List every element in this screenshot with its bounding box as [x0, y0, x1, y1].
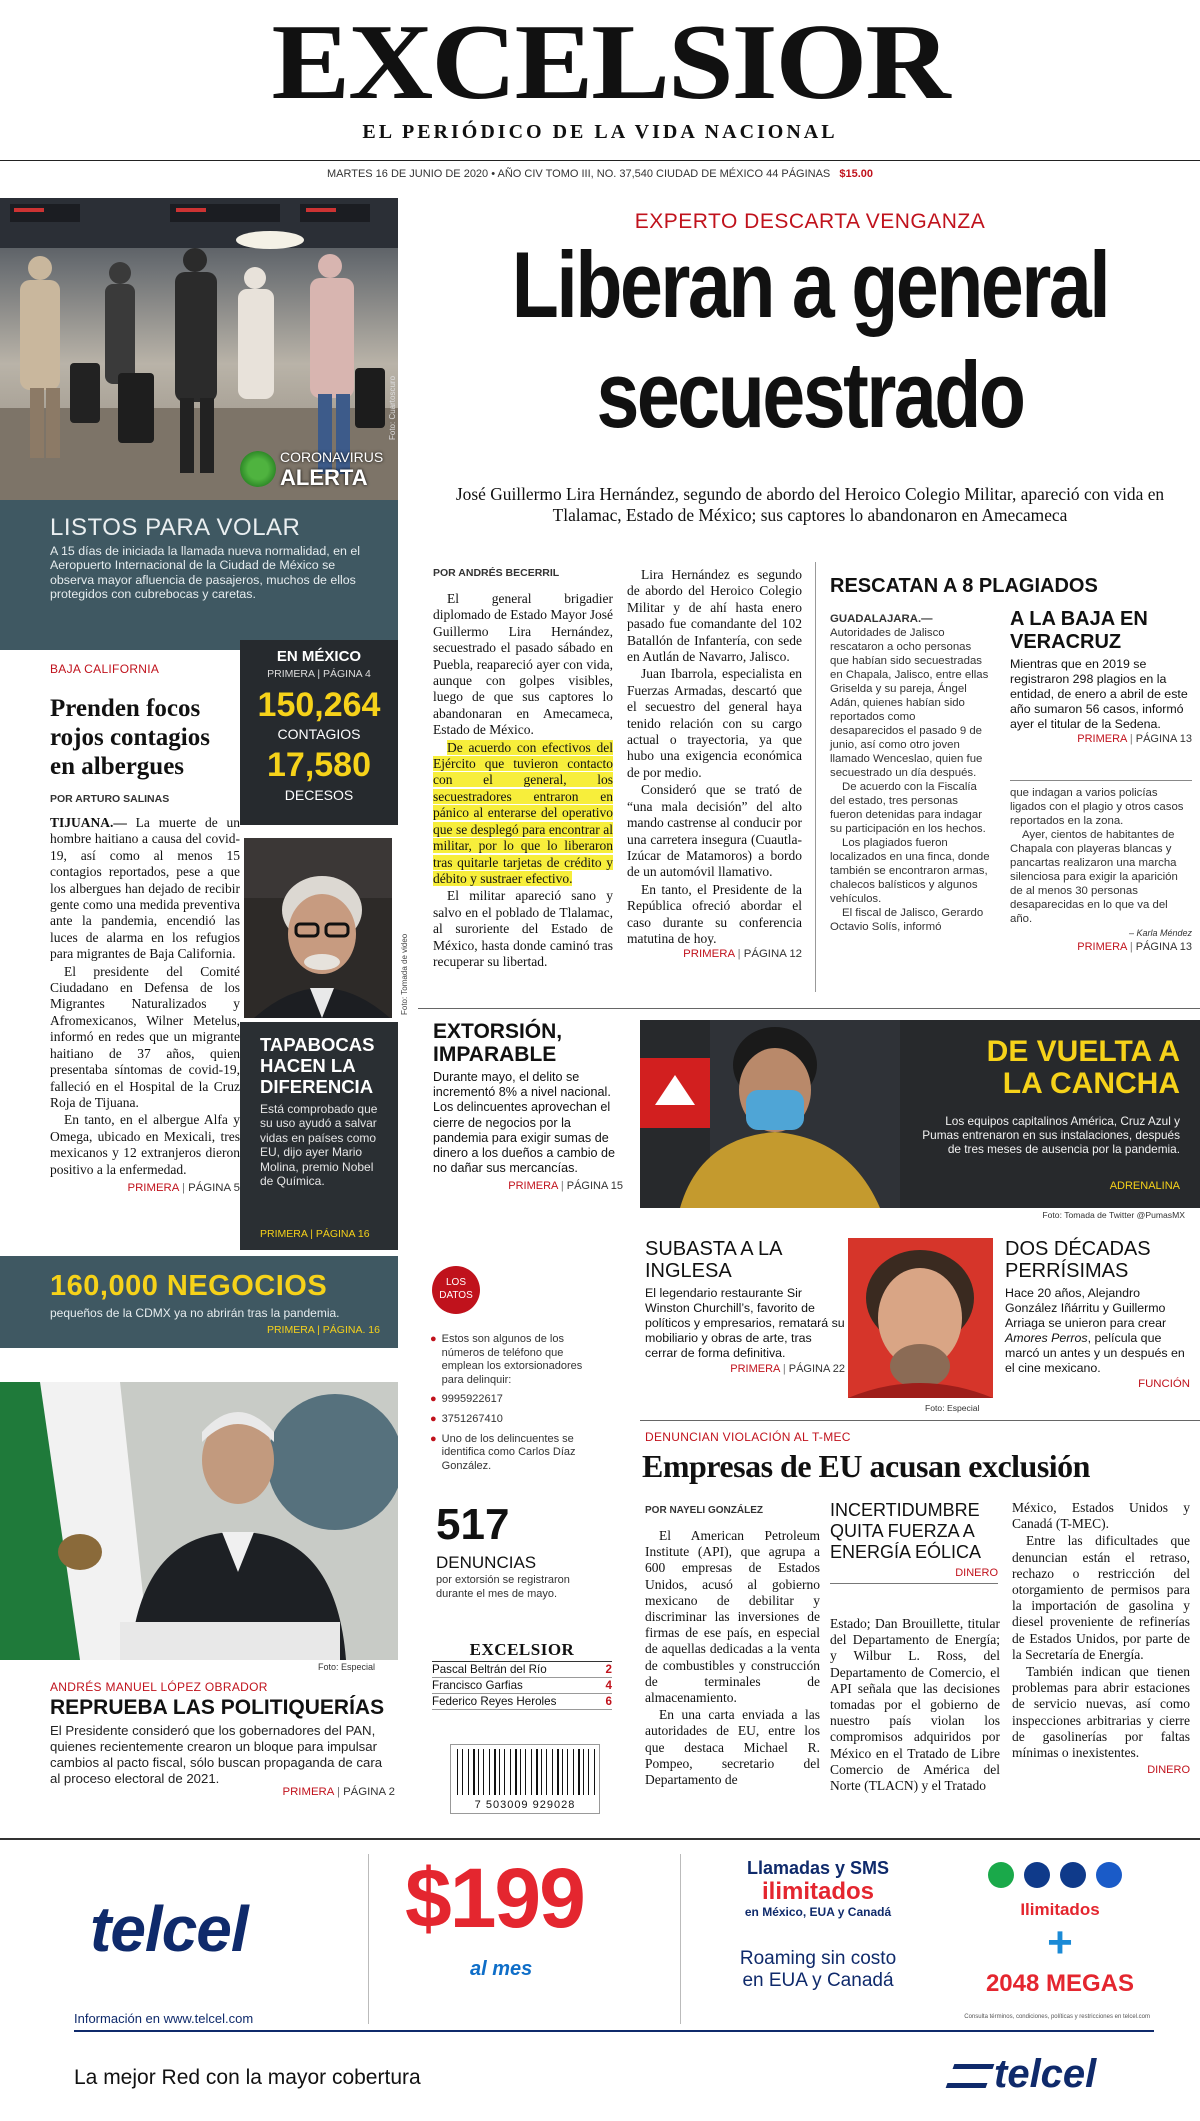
- columnist-row[interactable]: [432, 1662, 612, 1678]
- amlo-story[interactable]: [50, 1680, 395, 1798]
- negocios-ref[interactable]: PRIMERA | PÁGINA. 16: [266, 1324, 380, 1336]
- contagios-number: 150,264: [257, 686, 381, 724]
- masthead-rule: [0, 160, 1200, 161]
- rescatan-dateline: GUADALAJARA.—: [830, 613, 933, 625]
- lead-p7: En tanto, el Presidente de la República ofreció abordar el caso durante su conferencia matutina de hoy.: [627, 881, 802, 946]
- lead-bottom-rule: [418, 1008, 1200, 1009]
- decesos-label: DECESOS: [284, 787, 354, 803]
- veracruz-ref[interactable]: PRIMERA | PÁGINA 13: [1077, 733, 1192, 745]
- coronavirus-tag[interactable]: [240, 445, 400, 495]
- mexico-stats-box[interactable]: [240, 640, 398, 825]
- veracruz-box[interactable]: [1010, 608, 1192, 745]
- telcel-mark-icon: [946, 2064, 995, 2088]
- baja-ref[interactable]: PRIMERA | PÁGINA 5: [127, 1181, 240, 1194]
- perros-title: DOS DÉCADAS PERRÍSIMAS: [1005, 1238, 1151, 1282]
- denuncias-label: DENUNCIAS: [436, 1553, 537, 1572]
- ad-roam-2: en EUA y Canadá: [742, 1970, 894, 1991]
- ad-calls-3: en México, EUA y Canadá: [744, 1905, 892, 1919]
- lead-ref[interactable]: PRIMERA | PÁGINA 12: [683, 948, 802, 961]
- lead-headline-2[interactable]: secuestrado: [596, 342, 1024, 447]
- barcode-bar: [478, 1749, 479, 1795]
- lead-kicker: EXPERTO DESCARTA VENGANZA: [634, 210, 986, 233]
- amlo-photo-credit: Foto: Especial: [318, 1662, 376, 1672]
- extorsion-ref[interactable]: PRIMERA | PÁGINA 15: [508, 1180, 623, 1193]
- ad-calls-2: ilimitados: [761, 1878, 875, 1905]
- tmec-p1: El American Petroleum Institute (API), que agrupa a 600 empresas de Estados Unidos, acusó al gobierno mexicano de debilitar y discriminar las inversiones de firmas de ese país, en especial de aquellas dedicadas a la venta de combustibles y construcción de terminales de almacenamiento.: [645, 1528, 820, 1706]
- inarritu-photo: [848, 1238, 993, 1398]
- ad-roam-1: Roaming sin costo: [739, 1948, 897, 1969]
- columnist-page: 6: [605, 1695, 612, 1708]
- amlo-headline: REPRUEBA LAS POLITIQUERÍAS: [50, 1696, 385, 1719]
- datos-item: ● Estos son algunos de los números de teléfono que emplean los extorsionadores para delinquir:: [430, 1333, 583, 1386]
- stats-title: EN MÉXICO: [276, 648, 362, 665]
- price: $15.00: [839, 168, 873, 180]
- columnists-box[interactable]: [432, 1640, 612, 1710]
- rescatan-col-2: [1010, 786, 1192, 954]
- baja-p1: La muerte de un hombre haitiano a causa del covid-19, así como al menos 15 contagios reportados, pese a que los albergues han dejado de recibir gente como una medida preventiva ante la pandemia, encendió las luces de alarma en los refugios para migrantes de Baja California.: [50, 815, 240, 962]
- badge-line-2: DATOS: [439, 1290, 473, 1301]
- tmec-kicker: DENUNCIAN VIOLACIÓN AL T-MEC: [645, 1430, 851, 1444]
- cancha-title-2: LA CANCHA: [1002, 1067, 1180, 1100]
- badge-line-1: LOS: [445, 1277, 466, 1288]
- tmec-col-3: [1012, 1500, 1190, 1779]
- ad-info[interactable]: Información en www.telcel.com: [74, 2011, 254, 2026]
- tmec-top-rule: [640, 1420, 1200, 1421]
- telcel-logo[interactable]: telcel: [90, 1893, 248, 1965]
- telcel-ad[interactable]: [0, 1840, 1200, 2121]
- listos-text: A 15 días de iniciada la llamada nueva normalidad, en el Aeropuerto Internacional de la Ciudad de México se observa mayor afluencia de pasajeros, muchos de ellos protegidos con cubrebocas y caretas.: [50, 544, 360, 602]
- barcode-bar: [541, 1749, 542, 1795]
- negocios-title: 160,000 NEGOCIOS: [50, 1270, 328, 1302]
- ad-divider-1: [368, 1854, 369, 2024]
- rescatan-p1: Autoridades de Jalisco rescataron a ocho personas que habían sido secuestradas en Chapala, Jalisco, entre ellas Griselda y su pareja, Ángel Adán, quienes habían sido reportados como desaparecidos el pasado 9 de junio, así como otro joven llamado Wenceslao, quien fue secuestrado un día después.: [830, 627, 989, 779]
- barcode-bar: [546, 1749, 547, 1795]
- cancha-section[interactable]: ADRENALINA: [1109, 1180, 1180, 1192]
- lead-deck: José Guillermo Lira Hernández, segundo de abordo del Heroico Colegio Militar, apareció con vida en Tlalamac, Estado de México; sus captores lo abandonaron en Amecameca: [455, 484, 1165, 525]
- alerta-label: ALERTA: [280, 465, 368, 490]
- perros-section[interactable]: FUNCIÓN: [1138, 1378, 1190, 1390]
- baja-story[interactable]: [50, 662, 240, 1247]
- barcode-bar: [588, 1749, 589, 1795]
- barcode-bar: [468, 1749, 469, 1795]
- datos-item: ● 9995922617: [430, 1393, 503, 1406]
- baja-body: [50, 815, 240, 1178]
- barcode-bar: [536, 1749, 538, 1795]
- barcode-bar: [473, 1749, 475, 1795]
- columnist-name: Federico Reyes Heroles: [432, 1695, 557, 1708]
- subasta-story[interactable]: [645, 1238, 845, 1375]
- amlo-kicker: ANDRÉS MANUEL LÓPEZ OBRADOR: [50, 1680, 268, 1694]
- barcode-bar: [557, 1749, 559, 1795]
- lead-p5: Juan Ibarrola, especialista en Fuerzas Armadas, descartó que el secuestro del general haya tenido relación con su cargo actual o trayectoria, ya que hubo una exigencia económica de por medio.: [627, 666, 802, 780]
- tmec-headline[interactable]: Empresas de EU acusan exclusión: [642, 1448, 1090, 1484]
- rescatan-p5: que indagan a varios policías ligados con el plagio y otros casos reportados en la zona.: [1010, 787, 1184, 827]
- negocios-box[interactable]: [0, 1256, 398, 1348]
- cancha-credit: Foto: Tomada de Twitter @PumasMX: [1042, 1210, 1185, 1220]
- facebook-icon: [1060, 1862, 1086, 1888]
- tmec-p5: Entre las dificultades que denuncian están el retraso, rechazo o restricción del otorgamiento de permisos para la importación de gasolina y diesel proveniente de refinerías de Estados Unidos, por parte de la Secretaría de Energía.: [1012, 1533, 1190, 1662]
- ad-calls: [728, 1858, 908, 1919]
- ad-bottom-rule: [74, 2030, 1154, 2032]
- datos-item: ● 3751267410: [430, 1412, 503, 1425]
- amlo-text: El Presidente consideró que los gobernadores del PAN, quienes recientemente crearon un bloque para impulsar cambios al pacto fiscal, sólo buscan propaganda de cara al proceso electoral de 2021.: [50, 1723, 383, 1786]
- subasta-credit: Foto: Especial: [925, 1403, 980, 1413]
- lead-p2-highlight: De acuerdo con efectivos del Ejército que tuvieron contacto con el general, los secuestradores entraron en pánico al enterarse del operativo que se desplegó para encontrar al militar, por lo que lo liberaron tras quitarle tarjetas de crédito y débito y sustraer efectivo.: [433, 739, 613, 886]
- barcode-bar: [583, 1749, 584, 1795]
- barcode-bar: [489, 1749, 490, 1795]
- tmec-col-2: [830, 1616, 1000, 1795]
- barcode-bar: [578, 1749, 580, 1795]
- rescatan-title[interactable]: RESCATAN A 8 PLAGIADOS: [830, 575, 1098, 597]
- subasta-title: SUBASTA A LA INGLESA: [645, 1238, 782, 1282]
- extorsion-story[interactable]: [433, 1020, 623, 1192]
- decesos-number: 17,580: [267, 746, 371, 784]
- barcode-bar: [499, 1749, 500, 1795]
- ad-slogan: La mejor Red con la mayor cobertura: [74, 2066, 421, 2089]
- barcode-number: 7 503009 929028: [474, 1799, 576, 1811]
- cancha-text: Los equipos capitalinos América, Cruz Azul y Pumas entrenaron en sus instalaciones, después de tres meses de ausencia por la pandemia.: [922, 1114, 1180, 1157]
- veracruz-title: A LA BAJA EN VERACRUZ: [1010, 608, 1148, 653]
- masthead-logo[interactable]: EXCELSIOR: [271, 1, 949, 122]
- datos-item: ● Uno de los delincuentes se identifica como Carlos Díaz González.: [430, 1432, 576, 1472]
- columnist-page: 2: [605, 1663, 612, 1676]
- columnist-row[interactable]: [432, 1678, 612, 1694]
- whatsapp-icon: [988, 1862, 1014, 1888]
- barcode-bar: [462, 1749, 463, 1795]
- ad-per-month: al mes: [470, 1958, 533, 1980]
- contagios-label: CONTAGIOS: [277, 726, 361, 742]
- lead-col-2: [627, 567, 802, 960]
- columnists-logo: EXCELSIOR: [432, 1640, 612, 1662]
- perros-story[interactable]: [1005, 1238, 1190, 1390]
- dateline: [100, 168, 1100, 180]
- amlo-ref[interactable]: PRIMERA | PÁGINA 2: [282, 1786, 395, 1798]
- barcode-bar: [594, 1749, 595, 1795]
- barcode-bar: [494, 1749, 496, 1795]
- extorsion-title: EXTORSIÓN, IMPARABLE: [433, 1020, 563, 1066]
- lead-headline-1[interactable]: Liberan a general: [511, 232, 1109, 337]
- lead-col-1: [433, 567, 613, 971]
- lead-p3: El militar apareció sano y salvo en el poblado de Tlalamac, al suroriente del Estado de México, hasta donde caminó tras recuperar su libertad.: [433, 888, 613, 969]
- molina-photo: [244, 838, 392, 1018]
- barcode-bar: [552, 1749, 553, 1795]
- tapabocas-box[interactable]: [240, 1022, 398, 1250]
- tmec-col-1: [645, 1505, 820, 1789]
- tmec-p6: También indican que tienen problemas para abrir estaciones de servicio nuevas, así como inspecciones arbitrarias y cierre de gasolinerías por faltas mínimas o inexistentes.: [1012, 1664, 1190, 1761]
- rescatan-p3: Los plagiados fueron localizados en una finca, donde también se encontraron armas, chalecos balísticos y algunos vehículos.: [830, 837, 990, 905]
- cancha-title[interactable]: [940, 1036, 1180, 1100]
- tapabocas-ref[interactable]: PRIMERA | PÁGINA 16: [260, 1228, 370, 1240]
- columnist-list: [432, 1662, 612, 1710]
- barcode-bar: [515, 1749, 517, 1795]
- rescatan-p4: El fiscal de Jalisco, Gerardo Octavio Solís, informó: [830, 907, 984, 933]
- baja-p2: El presidente del Comité Ciudadano en Defensa de los Migrantes Naturalizados y Afromexicanos, Wilner Metelus, informó en redes que un migrante haitiano de 37 años, quien presentaba síntomas de covid-19, falleció en el Hospital de la Cruz Roja de Tijuana.: [50, 963, 240, 1110]
- columnist-page: 4: [605, 1679, 612, 1692]
- lead-p6: Consideró que se trató de “una mala decisión” del alto mando castrense al conducir por una carretera insegura (Cuautla-Izúcar de Matamoros) a bordo de un automóvil llamativo.: [627, 782, 802, 880]
- dateline-text: MARTES 16 DE JUNIO DE 2020 • AÑO CIV TOMO III, NO. 37,540 CIUDAD DE MÉXICO 44 PÁGINAS: [326, 168, 831, 180]
- baja-byline: POR ARTURO SALINAS: [50, 793, 170, 805]
- veracruz-text: Mientras que en 2019 se registraron 298 plagios en la entidad, de enero a abril de este año sumaron 56 casos, informó ayer el titular de la Sedena.: [1010, 657, 1188, 731]
- coronavirus-label: CORONAVIRUS: [280, 449, 384, 465]
- tmec-byline: POR NAYELI GONZÁLEZ: [645, 1505, 763, 1516]
- rescatan-sig: – Karla Méndez: [1128, 928, 1192, 938]
- barcode-bar: [567, 1749, 568, 1795]
- datos-list: [430, 1333, 605, 1473]
- barcode-bar: [525, 1749, 526, 1795]
- rescatan-ref[interactable]: PRIMERA | PÁGINA 13: [1077, 941, 1192, 953]
- denuncias-number: 517: [436, 1500, 510, 1549]
- rescatan-p6: Ayer, cientos de habitantes de Chapala con playeras blancas y pancartas realizaron una marcha silenciosa para exigir la aparición de al menos 30 personas desaparecidas en lo que va del año.: [1010, 829, 1178, 925]
- amlo-photo: [0, 1382, 398, 1660]
- masthead-tagline: EL PERIÓDICO DE LA VIDA NACIONAL: [362, 121, 838, 143]
- baja-headline: Prenden focos rojos contagios en albergues: [50, 695, 210, 780]
- rescatan-col-1: [830, 612, 990, 934]
- baja-kicker: BAJA CALIFORNIA: [50, 662, 160, 676]
- subasta-text: El legendario restaurante Sir Winston Churchill’s, favorito de políticos y empresarios, rematará su mobiliario y obras de arte, tras cerrar de forma definitiva.: [645, 1286, 845, 1360]
- rescatan-rule: [815, 562, 816, 992]
- stats-ref[interactable]: PRIMERA | PÁGINA 4: [267, 668, 371, 680]
- lead-byline: POR ANDRÉS BECERRIL: [433, 567, 560, 579]
- barcode: [450, 1744, 600, 1814]
- ad-megas: 2048 MEGAS: [985, 1970, 1135, 1997]
- ad-calls-1: Llamadas y SMS: [746, 1858, 890, 1878]
- lead-p1: El general brigadier diplomado de Estado Mayor José Guillermo Lira Hernández, secuestrado el pasado sábado en Puebla, reapareció ayer con vida, aunque con golpes visibles, luego de que sus captores lo abandonaran en Amecameca, Estado de México.: [433, 591, 613, 738]
- eolica-box[interactable]: [830, 1500, 998, 1584]
- lead-p4: Lira Hernández es segundo de abordo del Heroico Colegio Militar y de ahí hasta enero pasado fue comandante del 102 Batallón de Infantería, con sede en Autlán de Navarro, Jalisco.: [627, 567, 802, 665]
- messenger-icon: [1096, 1862, 1122, 1888]
- virus-icon: [240, 451, 276, 487]
- listos-box[interactable]: [0, 500, 398, 650]
- baja-p3: En tanto, en el albergue Alfa y Omega, ubicado en Mexicali, tres mexicanos y 12 extranjeros dieron positivo a la enfermedad.: [50, 1112, 240, 1177]
- veracruz-rule: [1010, 780, 1192, 781]
- cancha-title-1: DE VUELTA A: [986, 1035, 1180, 1068]
- baja-dateline: TIJUANA.—: [50, 815, 127, 830]
- telcel-logo-2[interactable]: [950, 2052, 1096, 2097]
- columnist-row[interactable]: [432, 1694, 612, 1710]
- telcel-wordmark: telcel: [994, 2052, 1097, 2096]
- barcode-bar: [531, 1749, 532, 1795]
- tmec-p3: Estado; Dan Brouillette, titular del Departamento de Energía; y Wilbur L. Ross, del Departamento de Comercio, el API señala que las decisiones tomadas por el gobierno de nuestro país violan los compromisos adquiridos por México en el Tratado de Libre Comercio de América del Norte (TLACN) y el Tratado: [830, 1616, 1000, 1794]
- eolica-title: INCERTIDUMBRE QUITA FUERZA A ENERGÍA EÓLICA: [830, 1500, 982, 1562]
- columnist-name: Pascal Beltrán del Río: [432, 1663, 547, 1676]
- barcode-bar: [573, 1749, 574, 1795]
- airport-photo-credit: Foto: Cuartoscuro: [388, 375, 397, 440]
- barcode-bar: [483, 1749, 484, 1795]
- twitter-icon: [1024, 1862, 1050, 1888]
- tmec-p4: México, Estados Unidos y Canadá (T-MEC).: [1012, 1500, 1190, 1532]
- perros-text: Hace 20 años, Alejandro González Iñárritu y Guillermo Arriaga se unieron para crear Amores Perros, película que marcó un antes y un después en el cine mexicano.: [1005, 1286, 1185, 1375]
- los-datos-badge: [432, 1266, 480, 1314]
- negocios-text: pequeños de la CDMX ya no abrirán tras la pandemia.: [50, 1306, 340, 1320]
- extorsion-text: Durante mayo, el delito se incrementó 8% a nivel nacional. Los delincuentes aprovechan el cierre de negocios por la pandemia para exigir sumas de dinero a los dueños a cambio de no dañar sus mercancías.: [433, 1070, 616, 1176]
- barcode-bar: [562, 1749, 563, 1795]
- ad-plus: +: [1047, 1918, 1073, 1967]
- tmec-p2: En una carta enviada a las autoridades de EU, entre los que destaca Michael R. Pompeo, secretario del Departamento de: [645, 1707, 820, 1788]
- ad-fine-print: Consulta términos, condiciones, políticas y restricciones en telcel.com: [964, 2014, 1150, 2020]
- tmec-section[interactable]: DINERO: [1147, 1764, 1190, 1777]
- denuncias-text: por extorsión se registraron durante el mes de mayo.: [436, 1574, 570, 1600]
- barcode-bar: [520, 1749, 521, 1795]
- columnist-name: Francisco Garfias: [432, 1679, 523, 1692]
- tapabocas-text: Está comprobado que su uso ayudó a salvar vidas en países como EU, dijo ayer Mario Molina, premio Nobel de Química.: [260, 1102, 378, 1189]
- ad-divider-2: [680, 1854, 681, 2024]
- social-icons: [988, 1862, 1138, 1892]
- ad-price[interactable]: $199: [405, 1851, 584, 1945]
- tapabocas-title: TAPABOCAS HACEN LA DIFERENCIA: [260, 1034, 375, 1097]
- barcode-bar: [504, 1749, 505, 1795]
- video-credit: Foto: Tomada de video: [400, 933, 409, 1015]
- eolica-section[interactable]: DINERO: [830, 1567, 998, 1584]
- ad-roaming: [728, 1948, 908, 1992]
- ad-ilimitados: Ilimitados: [1020, 1900, 1100, 1919]
- barcode-bar: [510, 1749, 511, 1795]
- subasta-ref[interactable]: PRIMERA | PÁGINA 22: [730, 1363, 845, 1375]
- rescatan-p2: De acuerdo con la Fiscalía del estado, tres personas fueron detenidas para indagar su participación en los hechos.: [830, 781, 986, 835]
- listos-title: LISTOS PARA VOLAR: [50, 514, 301, 541]
- barcode-bar: [457, 1749, 458, 1795]
